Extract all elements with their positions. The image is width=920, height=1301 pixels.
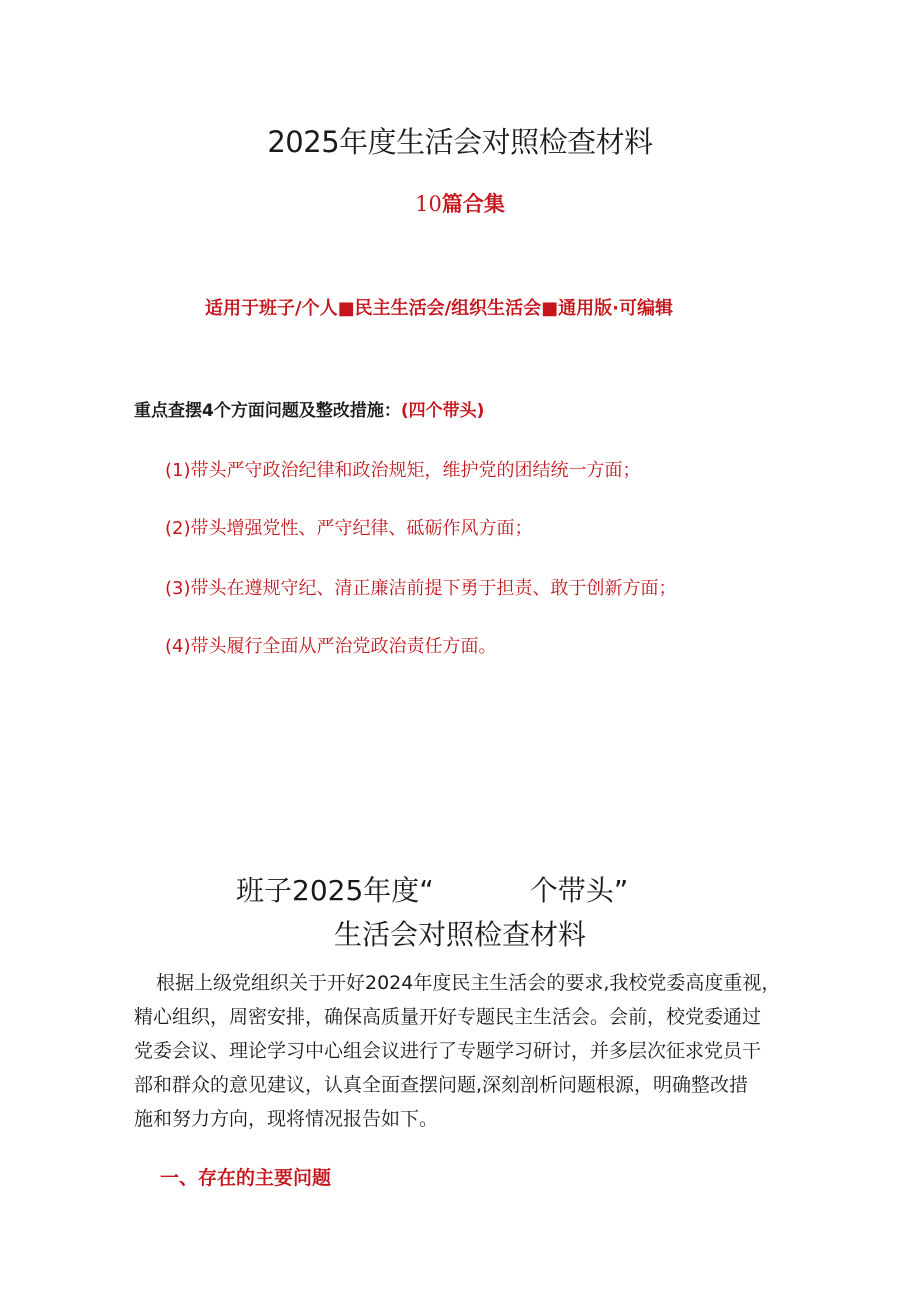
- document-title-line-1: [236, 869, 628, 909]
- section-heading: 一、存在的主要问题: [160, 1167, 332, 1189]
- subtitle-text: 篇合集: [441, 192, 505, 216]
- paragraph-line: 施和努力方向，现将情况报告如下。: [134, 1108, 439, 1130]
- document-title-right: 个带头”: [529, 874, 629, 907]
- document-title-line-2: 生活会对照检查材料: [333, 918, 586, 951]
- focus-heading: [134, 396, 484, 421]
- focus-highlight: (四个带头): [400, 401, 485, 421]
- paragraph-line: 党委会议、理论学习中心组会议进行了专题学习研讨，并多层次征求党员干: [134, 1040, 762, 1062]
- measure-item-2: (2)带头增强党性、严守纪律、砥砺作风方面；: [165, 518, 533, 539]
- measure-item-1: (1)带头严守政治纪律和政治规矩，维护党的团结统一方面；: [165, 460, 641, 481]
- measure-item-3: (3)带头在遵规守纪、清正廉洁前提下勇于担责、敢于创新方面；: [165, 578, 677, 599]
- document-title-left: 班子2025年度“: [236, 874, 434, 907]
- paragraph-line: 根据上级党组织关于开好2024年度民主生活会的要求,我校党委高度重视，: [156, 972, 781, 994]
- intro-paragraph: [134, 966, 804, 1136]
- measure-item-4: (4)带头履行全面从严治党政治责任方面。: [165, 636, 497, 657]
- subtitle-number: 10: [415, 192, 442, 216]
- cover-title: 2025年度生活会对照检查材料: [267, 125, 653, 159]
- applicable-scope-line: 适用于班子/个人■民主生活会/组织生活会■通用版·可编辑: [205, 298, 673, 319]
- cover-subtitle: [0, 188, 920, 218]
- paragraph-line: 精心组织，周密安排，确保高质量开好专题民主生活会。会前，校党委通过: [134, 1006, 762, 1028]
- paragraph-line: 部和群众的意见建议，认真全面查摆问题,深刻剖析问题根源，明确整改措: [134, 1074, 749, 1096]
- focus-prefix: 重点查摆4个方面问题及整改措施：: [134, 401, 401, 421]
